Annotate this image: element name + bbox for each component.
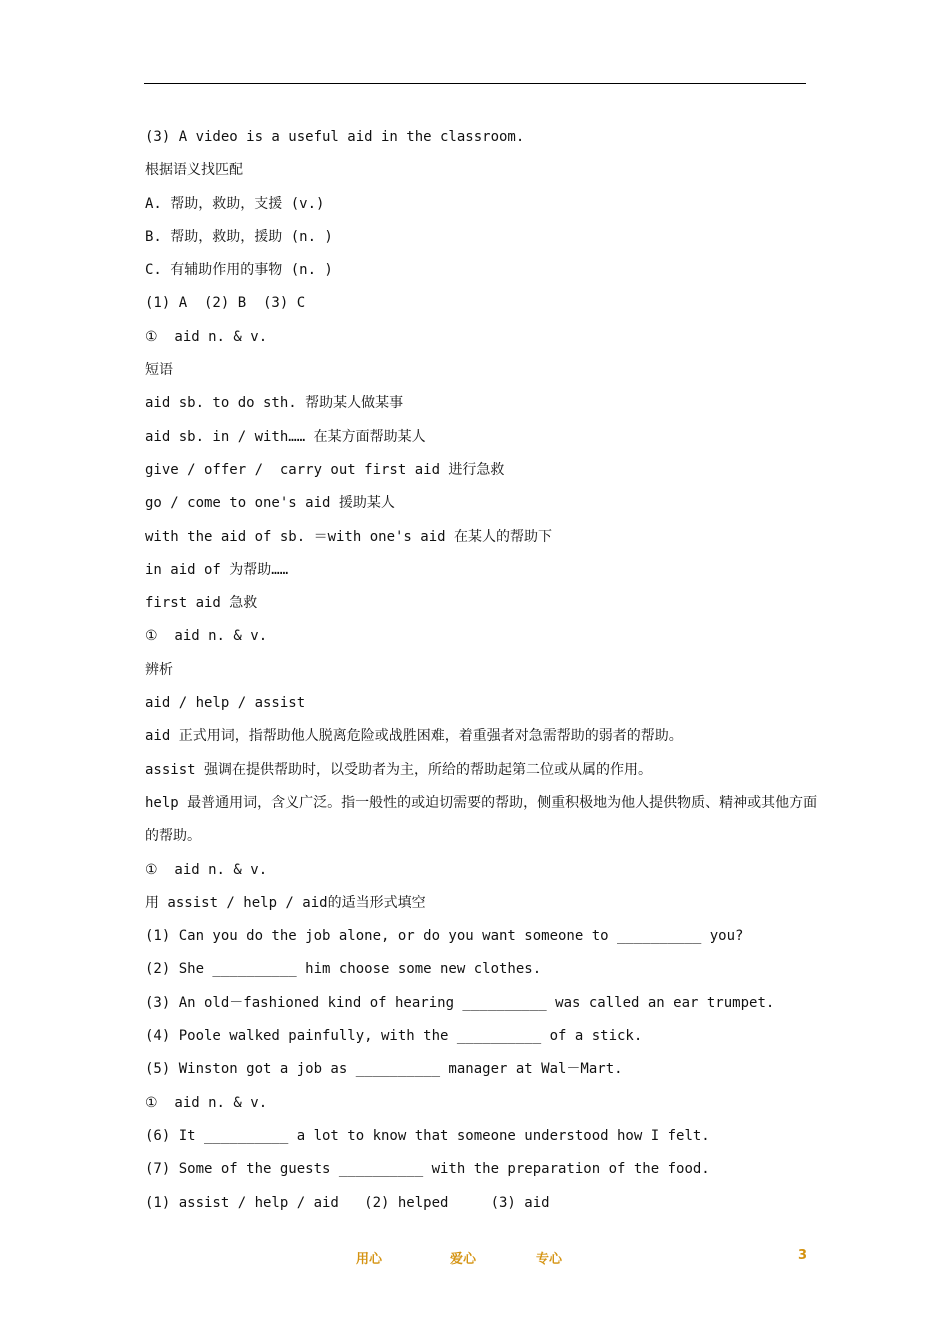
- text-line: ① aid n. & v.: [145, 1094, 268, 1111]
- text-line: first aid 急救: [145, 595, 258, 612]
- footer-motto-3: 专心: [536, 1252, 563, 1267]
- text-line: with the aid of sb. ＝with one's aid 在某人的帮助下: [145, 528, 553, 545]
- footer-motto-1: 用心: [356, 1252, 383, 1267]
- exercise-item: (6) It __________ a lot to know that someone understood how I felt.: [145, 1127, 710, 1144]
- text-line: aid sb. in / with…… 在某方面帮助某人: [145, 428, 426, 445]
- text-line: ① aid n. & v.: [145, 628, 268, 645]
- text-line: aid / help / assist: [145, 695, 306, 712]
- answer-line: (1) assist / help / aid (2) helped (3) aid: [145, 1194, 550, 1211]
- header-rule: [144, 83, 806, 84]
- text-line: aid sb. to do sth. 帮助某人做某事: [145, 395, 404, 412]
- exercise-item: (2) She __________ him choose some new clothes.: [145, 961, 542, 978]
- page-number: 3: [798, 1248, 808, 1263]
- exercise-item: (4) Poole walked painfully, with the __________ of a stick.: [145, 1028, 643, 1045]
- text-line: A. 帮助，救助，支援 (v.): [145, 195, 325, 212]
- text-line: give / offer / carry out first aid 进行急救: [145, 461, 505, 478]
- text-line: 用 assist / help / aid的适当形式填空: [145, 894, 426, 911]
- text-line: B. 帮助，救助，援助 (n. ): [145, 228, 333, 245]
- page-footer: [0, 1248, 950, 1268]
- text-line: C. 有辅助作用的事物 (n. ): [145, 262, 333, 279]
- text-line: (3) A video is a useful aid in the classroom.: [145, 129, 525, 145]
- section-heading: 辨析: [145, 661, 173, 678]
- text-line: go / come to one's aid 援助某人: [145, 495, 395, 512]
- exercise-item: (1) Can you do the job alone, or do you want someone to __________ you?: [145, 928, 744, 945]
- exercise-item: (7) Some of the guests __________ with the preparation of the food.: [145, 1161, 710, 1178]
- text-line: (1) A (2) B (3) C: [145, 295, 306, 312]
- text-paragraph: help 最普通用词，含义广泛。指一般性的或迫切需要的帮助，侧重积极地为他人提供物质、精神或其他方面的帮助。: [145, 794, 818, 845]
- text-line: ① aid n. & v.: [145, 328, 268, 345]
- exercise-item: (5) Winston got a job as __________ manager at Wal－Mart.: [145, 1061, 623, 1078]
- text-line: assist 强调在提供帮助时，以受助者为主，所给的帮助起第二位或从属的作用。: [145, 761, 652, 778]
- exercise-item: (3) An old－fashioned kind of hearing __________ was called an ear trumpet.: [145, 994, 775, 1011]
- section-heading: 短语: [145, 362, 173, 379]
- text-line: ① aid n. & v.: [145, 861, 268, 878]
- text-line: in aid of 为帮助……: [145, 561, 289, 578]
- document-body: [145, 121, 825, 1220]
- text-line: aid 正式用词，指帮助他人脱离危险或战胜困难，着重强者对急需帮助的弱者的帮助。: [145, 728, 683, 745]
- footer-motto-2: 爱心: [450, 1252, 477, 1267]
- text-line: 根据语义找匹配: [145, 162, 243, 179]
